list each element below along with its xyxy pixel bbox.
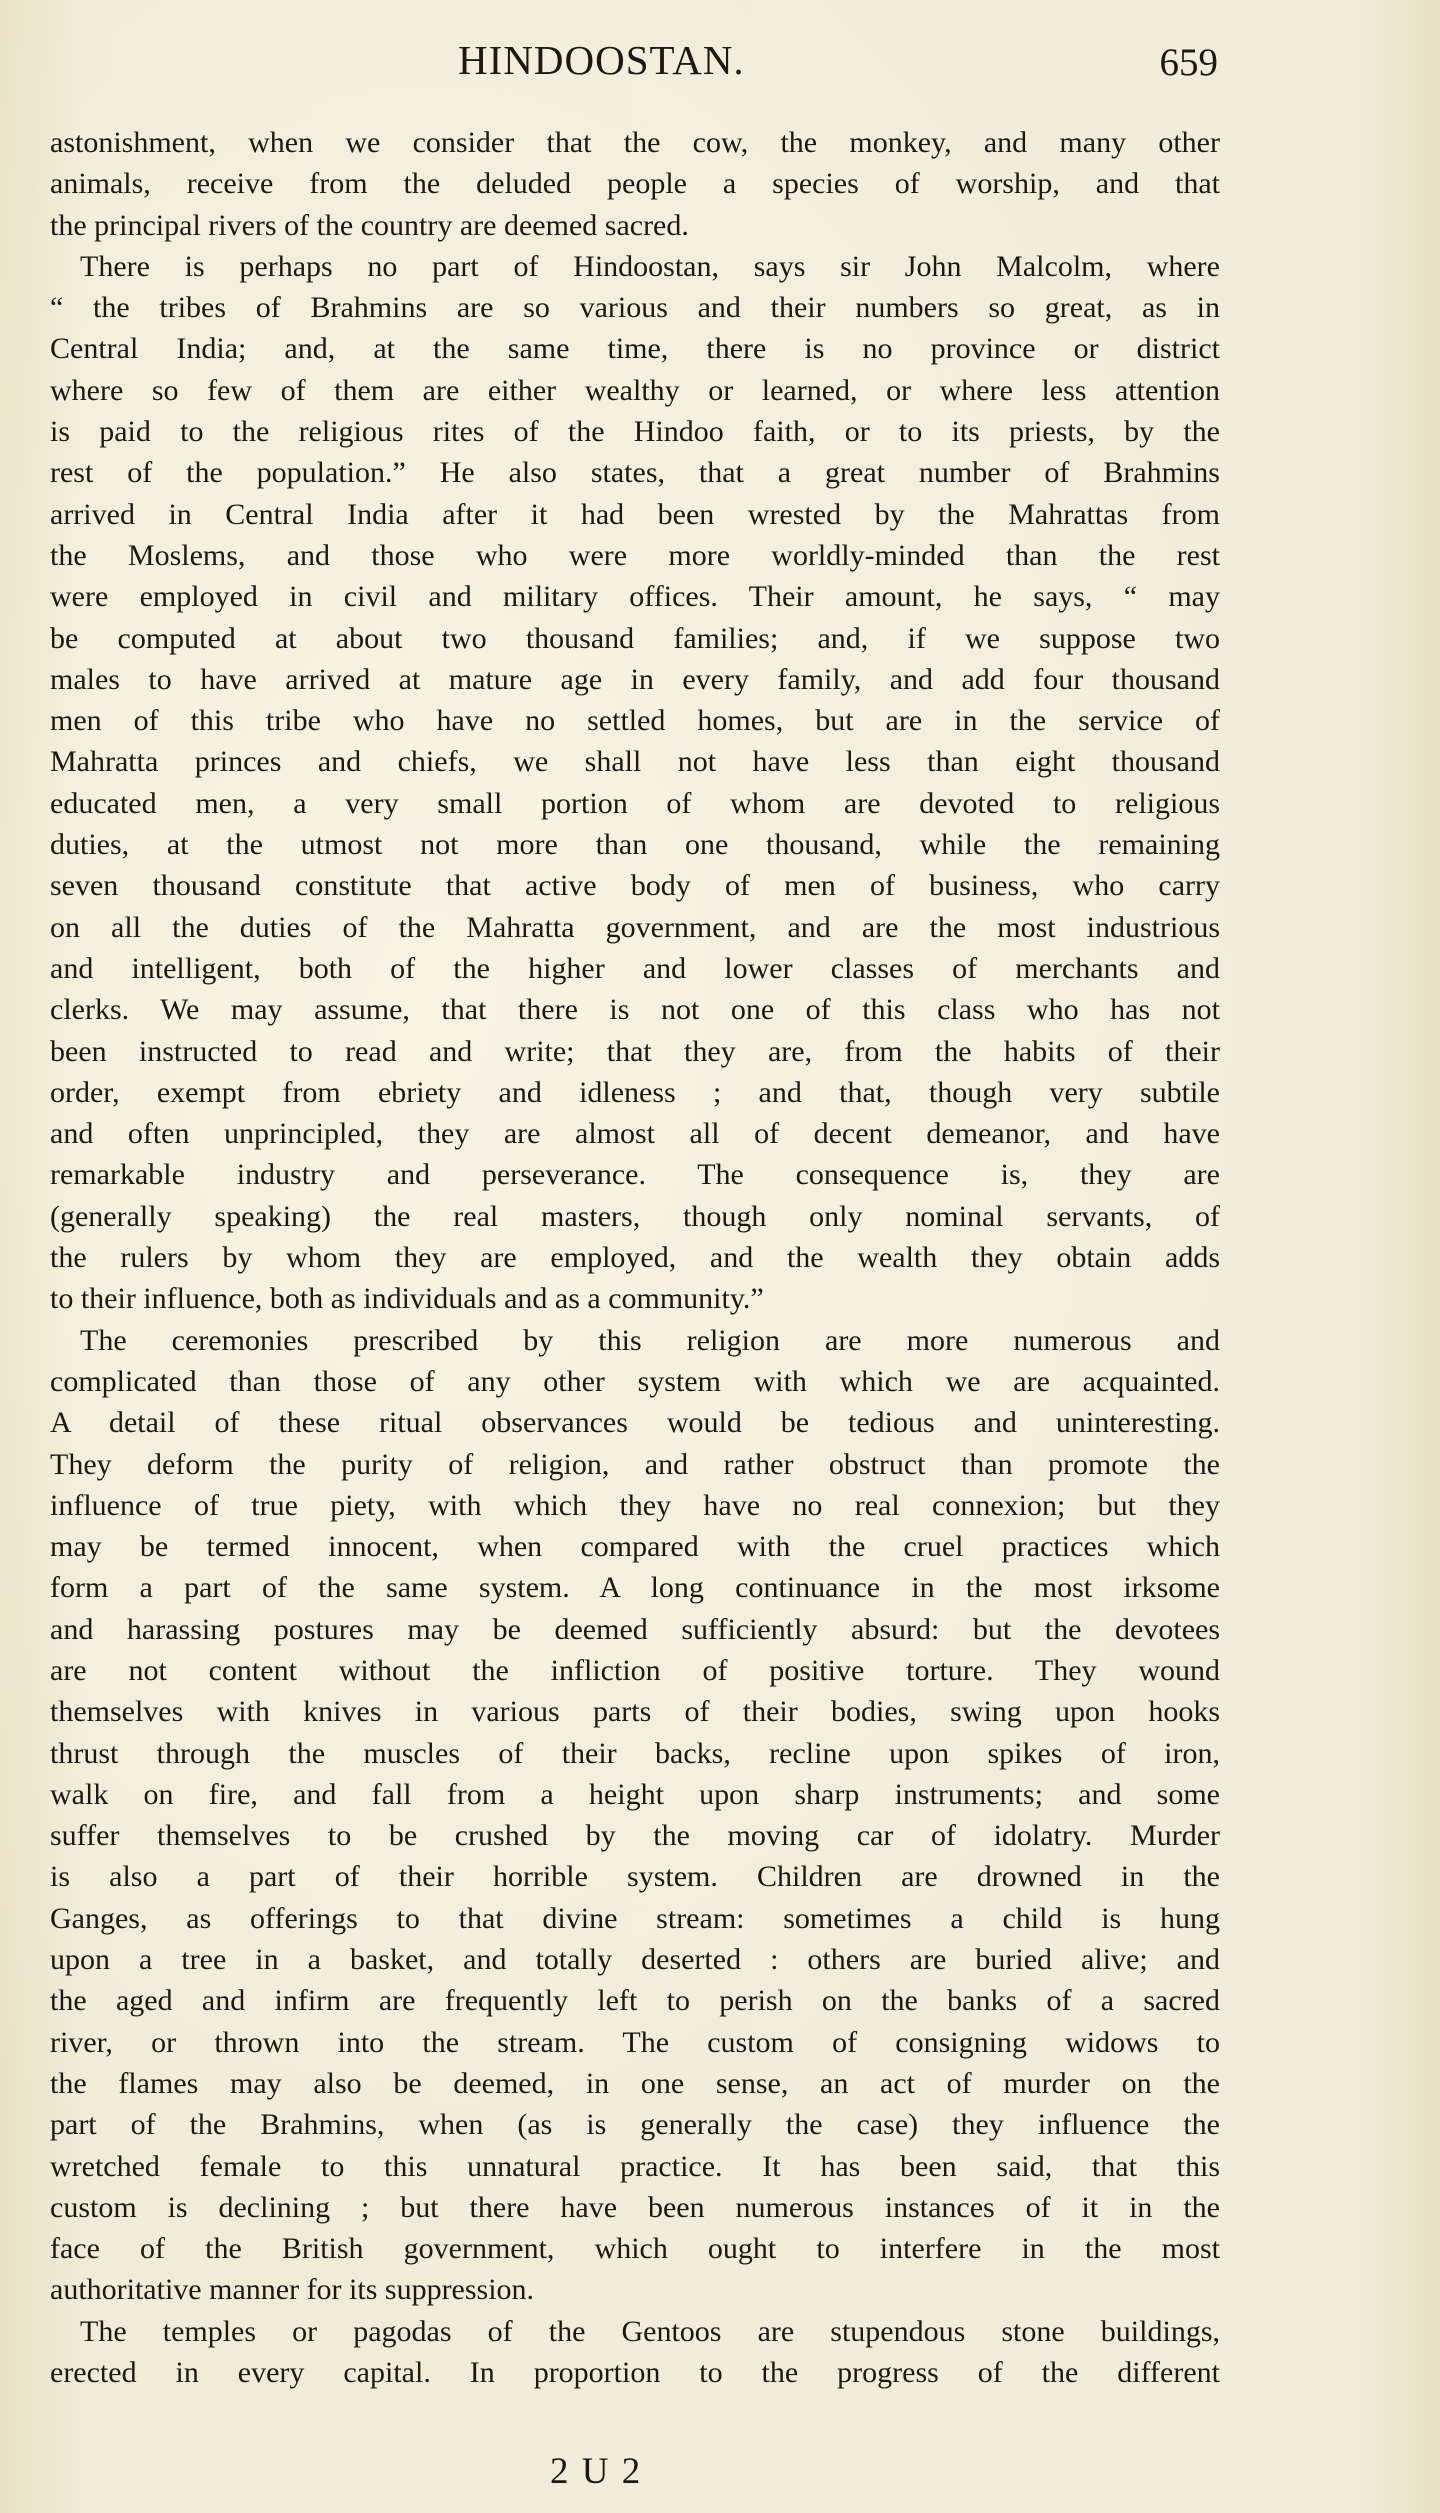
text-line: been instructed to read and write; that they are, from the habits of their (50, 1034, 1220, 1068)
text-line: There is perhaps no part of Hindoostan, says sir John Malcolm, where (80, 249, 1220, 283)
text-line: remarkable industry and perseverance. The consequence is, they are (50, 1158, 1220, 1192)
text-line: the principal rivers of the country are deemed sacred. (50, 208, 689, 242)
text-line: authoritative manner for its suppression. (50, 2273, 535, 2307)
text-line: thrust through the muscles of their backs, recline upon spikes of iron, (50, 1736, 1220, 1770)
text-line: and harassing postures may be deemed sufficiently absurd: but the devotees (50, 1612, 1220, 1646)
text-line: influence of true piety, with which they have no real connexion; but they (50, 1488, 1220, 1522)
text-line: seven thousand constitute that active body of men of business, who carry (50, 869, 1220, 903)
text-line: to their influence, both as individuals and as a community.” (50, 1282, 764, 1316)
text-line: the flames may also be deemed, in one sense, an act of murder on the (50, 2066, 1220, 2100)
text-line: Ganges, as offerings to that divine stream: sometimes a child is hung (50, 1901, 1220, 1935)
text-line: part of the Brahmins, when (as is generally the case) they influence the (50, 2108, 1220, 2142)
text-line: and intelligent, both of the higher and lower classes of merchants and (50, 951, 1220, 985)
text-line: educated men, a very small portion of whom are devoted to religious (50, 786, 1220, 820)
text-line: is paid to the religious rites of the Hindoo faith, or to its priests, by the (50, 415, 1220, 449)
text-line: were employed in civil and military offices. Their amount, he says, “ may (50, 580, 1220, 614)
text-line: A detail of these ritual observances would be tedious and uninteresting. (50, 1406, 1220, 1440)
text-line: on all the duties of the Mahratta government, and are the most industrious (50, 910, 1220, 944)
text-line: river, or thrown into the stream. The custom of consigning widows to (50, 2025, 1220, 2059)
body-text (50, 122, 1220, 2393)
text-line: “ the tribes of Brahmins are so various and their numbers so great, as in (50, 291, 1220, 325)
text-line: (generally speaking) the real masters, though only nominal servants, of (50, 1199, 1220, 1233)
text-line: clerks. We may assume, that there is not one of this class who has not (50, 993, 1220, 1027)
text-line: the Moslems, and those who were more worldly-minded than the rest (50, 538, 1220, 572)
running-title: HINDOOSTAN. (458, 37, 745, 83)
text-line: face of the British government, which ought to interfere in the most (50, 2232, 1220, 2266)
text-line: The temples or pagodas of the Gentoos are stupendous stone buildings, (80, 2314, 1220, 2348)
text-line: form a part of the same system. A long continuance in the most irksome (50, 1571, 1220, 1605)
text-line: suffer themselves to be crushed by the moving car of idolatry. Murder (50, 1819, 1220, 1853)
page-number: 659 (1159, 41, 1218, 84)
text-line: duties, at the utmost not more than one thousand, while the remaining (50, 828, 1220, 862)
text-line: The ceremonies prescribed by this religion are more numerous and (80, 1323, 1220, 1357)
text-line: Central India; and, at the same time, there is no province or district (50, 332, 1220, 366)
text-line: are not content without the infliction of positive torture. They wound (50, 1653, 1220, 1687)
text-line: They deform the purity of religion, and rather obstruct than promote the (50, 1447, 1220, 1481)
text-line: erected in every capital. In proportion to the progress of the different (50, 2356, 1220, 2390)
text-line: the rulers by whom they are employed, and the wealth they obtain adds (50, 1241, 1220, 1275)
text-line: arrived in Central India after it had been wrested by the Mahrattas from (50, 497, 1220, 531)
text-line: upon a tree in a basket, and totally deserted : others are buried alive; and (50, 1943, 1220, 1977)
text-line: may be termed innocent, when compared with the cruel practices which (50, 1530, 1220, 1564)
text-line: complicated than those of any other system with which we are acquainted. (50, 1364, 1220, 1398)
text-line: where so few of them are either wealthy or learned, or where less attention (50, 373, 1220, 407)
text-line: and often unprincipled, they are almost all of decent demeanor, and have (50, 1117, 1220, 1151)
text-line: custom is declining ; but there have been numerous instances of it in the (50, 2190, 1220, 2224)
signature-mark: 2 U 2 (550, 2451, 643, 2492)
text-line: order, exempt from ebriety and idleness ; and that, though very subtile (50, 1075, 1220, 1109)
text-line: males to have arrived at mature age in every family, and add four thousand (50, 662, 1220, 696)
text-line: men of this tribe who have no settled homes, but are in the service of (50, 704, 1220, 738)
text-line: Mahratta princes and chiefs, we shall not have less than eight thousand (50, 745, 1220, 779)
text-line: rest of the population.” He also states, that a great number of Brahmins (50, 456, 1220, 490)
text-line: wretched female to this unnatural practice. It has been said, that this (50, 2149, 1220, 2183)
text-line: walk on fire, and fall from a height upon sharp instruments; and some (50, 1777, 1220, 1811)
text-line: is also a part of their horrible system. Children are drowned in the (50, 1860, 1220, 1894)
text-line: animals, receive from the deluded people a species of worship, and that (50, 167, 1220, 201)
text-line: be computed at about two thousand families; and, if we suppose two (50, 621, 1220, 655)
text-line: themselves with knives in various parts of their bodies, swing upon hooks (50, 1695, 1220, 1729)
text-line: the aged and infirm are frequently left to perish on the banks of a sacred (50, 1984, 1220, 2018)
text-line: astonishment, when we consider that the cow, the monkey, and many other (50, 126, 1220, 159)
page-header (48, 36, 1218, 86)
